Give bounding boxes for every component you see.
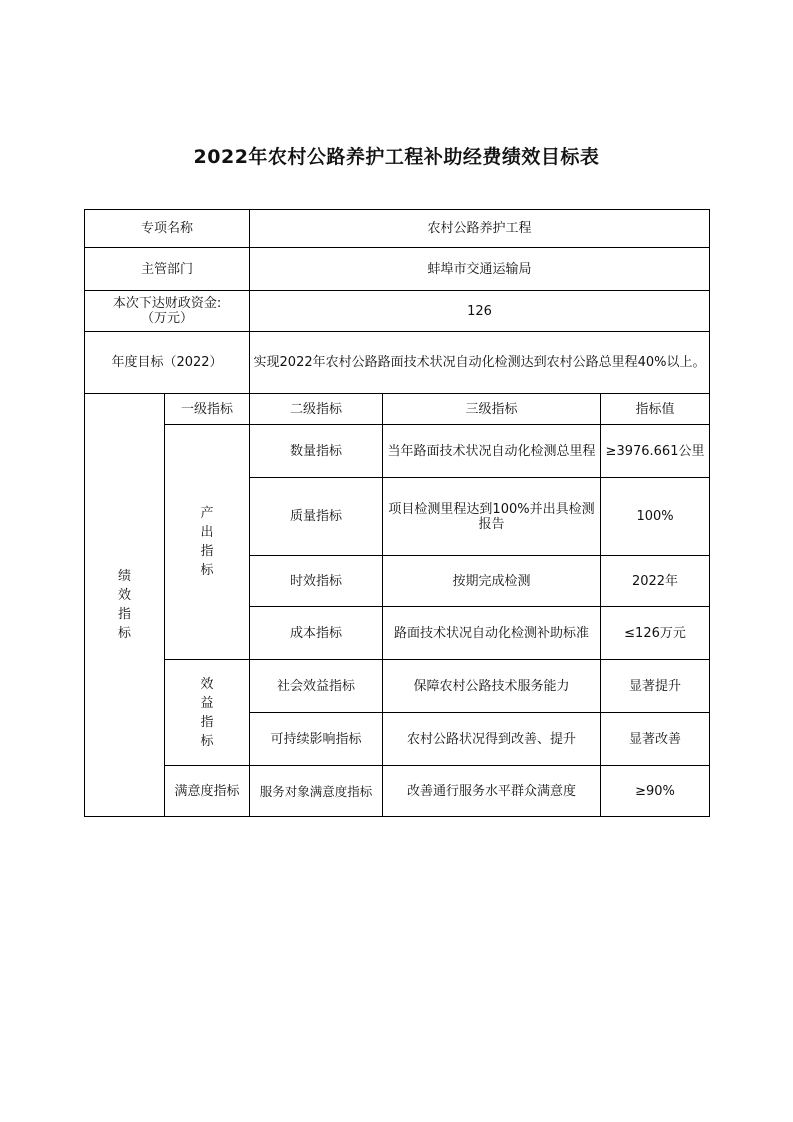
- funding-label-line1: 本次下达财政资金:: [112, 296, 222, 311]
- department-value: 蚌埠市交通运输局: [250, 248, 710, 291]
- project-name-label: 专项名称: [85, 210, 250, 248]
- level2-cell: 质量指标: [250, 478, 383, 556]
- performance-target-table: [84, 209, 710, 817]
- row-annual-goal: [85, 332, 710, 394]
- header-level2: 二级指标: [250, 394, 383, 425]
- funding-label: [85, 291, 250, 332]
- value-cell: 100%: [601, 478, 710, 556]
- level3-cell: 农村公路状况得到改善、提升: [383, 713, 601, 766]
- benefit-indicator-label: [165, 660, 250, 766]
- level2-cell: 成本指标: [250, 607, 383, 660]
- department-label: 主管部门: [85, 248, 250, 291]
- table-row: [85, 766, 710, 817]
- project-name-value: 农村公路养护工程: [250, 210, 710, 248]
- value-cell: 显著改善: [601, 713, 710, 766]
- table-row: [85, 425, 710, 478]
- value-cell: ≥90%: [601, 766, 710, 817]
- annual-goal-value: 实现2022年农村公路路面技术状况自动化检测达到农村公路总里程40%以上。: [250, 332, 710, 394]
- level2-cell: 时效指标: [250, 556, 383, 607]
- output-indicator-label: [165, 425, 250, 660]
- header-value: 指标值: [601, 394, 710, 425]
- level3-cell: 改善通行服务水平群众满意度: [383, 766, 601, 817]
- benefit-indicator-text: 效益指标: [200, 676, 214, 749]
- level2-cell: 服务对象满意度指标: [250, 766, 383, 817]
- satisfaction-indicator-label: 满意度指标: [165, 766, 250, 817]
- output-indicator-text: 产出指标: [200, 506, 214, 578]
- header-level3: 三级指标: [383, 394, 601, 425]
- value-cell: 显著提升: [601, 660, 710, 713]
- level3-cell: 保障农村公路技术服务能力: [383, 660, 601, 713]
- value-cell: 2022年: [601, 556, 710, 607]
- level2-cell: 可持续影响指标: [250, 713, 383, 766]
- table-row: [85, 660, 710, 713]
- level3-cell: 路面技术状况自动化检测补助标准: [383, 607, 601, 660]
- level2-cell: 社会效益指标: [250, 660, 383, 713]
- level3-cell: 当年路面技术状况自动化检测总里程: [383, 425, 601, 478]
- level2-cell: 数量指标: [250, 425, 383, 478]
- level3-cell: 按期完成检测: [383, 556, 601, 607]
- header-level1: 一级指标: [165, 394, 250, 425]
- level3-cell: 项目检测里程达到100%并出具检测报告: [383, 478, 601, 556]
- row-funding: [85, 291, 710, 332]
- funding-label-line2: （万元）: [141, 311, 194, 326]
- row-department: [85, 248, 710, 291]
- page-title: 2022年农村公路养护工程补助经费绩效目标表: [193, 146, 600, 168]
- annual-goal-label: 年度目标（2022）: [85, 332, 250, 394]
- row-project-name: [85, 210, 710, 248]
- row-indicator-headers: [85, 394, 710, 425]
- value-cell: ≤126万元: [601, 607, 710, 660]
- funding-value: 126: [250, 291, 710, 332]
- indicator-group-label: [85, 394, 165, 817]
- value-cell: ≥3976.661公里: [601, 425, 710, 478]
- indicator-group-text: 绩效指标: [117, 569, 131, 641]
